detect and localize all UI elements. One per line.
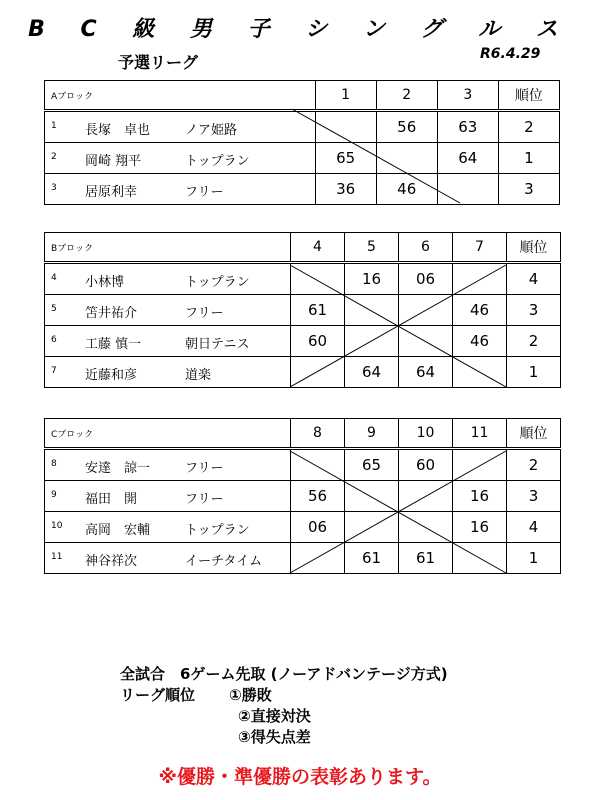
player-club: フリー [185,185,224,200]
table-row [45,543,561,574]
score-cell: 65 [315,143,376,174]
rules-notes [120,664,448,748]
score-cell: 46 [376,174,437,205]
player-cell [45,449,291,481]
self-match-cell [315,111,376,143]
self-match-cell [376,143,437,174]
player-name: 福田 開 [85,492,138,507]
score-cell [291,543,345,574]
table-row [45,512,561,543]
score-cell: 61 [291,295,345,326]
column-number: 2 [376,81,437,111]
score-cell [291,357,345,388]
column-number: 11 [453,419,507,449]
ranking-criteria-row [120,685,448,706]
rank-header: 順位 [498,81,559,111]
player-cell [45,295,291,326]
score-cell: 60 [399,449,453,481]
criteria-item: ②直接対決 [238,707,311,725]
column-number: 5 [345,233,399,263]
player-club: 道楽 [185,368,212,383]
player-name: 安達 諒一 [85,461,151,476]
rank-cell: 3 [507,481,561,512]
player-cell [45,111,316,143]
rank-cell: 1 [498,143,559,174]
block-label: Cブロック [45,419,291,449]
player-cell [45,481,291,512]
score-cell [399,295,453,326]
column-number: 9 [345,419,399,449]
rank-cell: 3 [498,174,559,205]
player-cell [45,326,291,357]
player-name: 近藤和彦 [85,368,138,383]
block-label: Aブロック [45,81,316,111]
score-cell [399,512,453,543]
column-number: 8 [291,419,345,449]
column-number: 10 [399,419,453,449]
player-number: 8 [51,459,57,469]
score-cell [453,263,507,295]
player-number: 5 [51,304,57,314]
self-match-cell [291,449,345,481]
event-date: R6.4.29 [480,46,541,62]
score-cell: 60 [291,326,345,357]
player-cell [45,543,291,574]
score-cell: 61 [399,543,453,574]
player-club: ノア姫路 [185,123,238,138]
block-b-table [44,232,561,388]
player-club: トップラン [185,275,250,290]
score-cell: 63 [437,111,498,143]
score-cell: 56 [291,481,345,512]
league-subtitle: 予選リーグ [118,53,199,72]
table-row [45,481,561,512]
table-header-row [45,81,560,111]
player-number: 4 [51,273,57,283]
player-number: 9 [51,490,57,500]
score-cell [399,326,453,357]
player-cell [45,174,316,205]
player-name: 神谷祥次 [85,554,138,569]
score-cell: 65 [345,449,399,481]
match-format-note: 全試合 6ゲーム先取 (ノーアドバンテージ方式) [120,665,448,683]
player-number: 2 [51,152,57,162]
score-cell: 46 [453,295,507,326]
score-cell: 56 [376,111,437,143]
player-cell [45,512,291,543]
score-cell [399,481,453,512]
rank-header: 順位 [507,233,561,263]
player-name: 工藤 慎一 [85,337,142,352]
award-notice: ※優勝・準優勝の表彰あります。 [158,766,442,788]
player-number: 7 [51,366,57,376]
player-cell [45,143,316,174]
player-club: フリー [185,306,224,321]
column-number: 6 [399,233,453,263]
rank-cell: 2 [507,326,561,357]
table-row [45,357,561,388]
rank-cell: 4 [507,512,561,543]
table-row [45,295,561,326]
player-number: 10 [51,521,63,531]
table-header-row [45,419,561,449]
score-cell: 16 [345,263,399,295]
score-cell: 36 [315,174,376,205]
column-number: 4 [291,233,345,263]
table-row [45,111,560,143]
table-row [45,263,561,295]
rank-cell: 3 [507,295,561,326]
score-cell: 64 [437,143,498,174]
column-number: 1 [315,81,376,111]
score-cell: 16 [453,512,507,543]
player-club: イーチタイム [185,554,263,569]
table-row [45,143,560,174]
player-number: 6 [51,335,57,345]
rank-cell: 1 [507,543,561,574]
page-title: B C 級 男 子 シ ン グ ル ス [28,17,572,42]
score-cell [453,543,507,574]
player-name: 居原利幸 [85,185,138,200]
block-label: Bブロック [45,233,291,263]
player-name: 岡崎 翔平 [85,154,142,169]
player-name: 高岡 宏輔 [85,523,151,538]
self-match-cell [291,263,345,295]
score-cell: 06 [399,263,453,295]
score-cell [453,357,507,388]
player-number: 1 [51,121,57,131]
rank-cell: 1 [507,357,561,388]
rank-cell: 2 [507,449,561,481]
rank-cell: 2 [498,111,559,143]
ranking-label: リーグ順位 [120,686,196,704]
score-cell: 64 [399,357,453,388]
table-row [45,174,560,205]
player-name: 長塚 卓也 [85,123,151,138]
block-a-table [44,80,560,205]
player-name: 笘井祐介 [85,306,138,321]
score-cell: 16 [453,481,507,512]
score-cell [345,512,399,543]
player-club: フリー [185,492,224,507]
score-cell: 06 [291,512,345,543]
player-club: トップラン [185,154,250,169]
score-cell: 61 [345,543,399,574]
player-name: 小林博 [85,275,125,290]
table-row [45,449,561,481]
player-cell [45,263,291,295]
player-cell [45,357,291,388]
criteria-item: ③得失点差 [238,728,311,746]
criteria-item: ①勝敗 [229,686,272,704]
column-number: 3 [437,81,498,111]
score-cell [345,295,399,326]
score-cell [453,449,507,481]
rank-header: 順位 [507,419,561,449]
rank-cell: 4 [507,263,561,295]
table-header-row [45,233,561,263]
player-club: トップラン [185,523,250,538]
player-club: フリー [185,461,224,476]
table-row [45,326,561,357]
column-number: 7 [453,233,507,263]
score-cell [345,326,399,357]
player-number: 3 [51,183,57,193]
player-number: 11 [51,552,63,562]
self-match-cell [437,174,498,205]
score-cell: 64 [345,357,399,388]
score-cell: 46 [453,326,507,357]
player-club: 朝日テニス [185,337,250,352]
block-c-table [44,418,561,574]
score-cell [345,481,399,512]
